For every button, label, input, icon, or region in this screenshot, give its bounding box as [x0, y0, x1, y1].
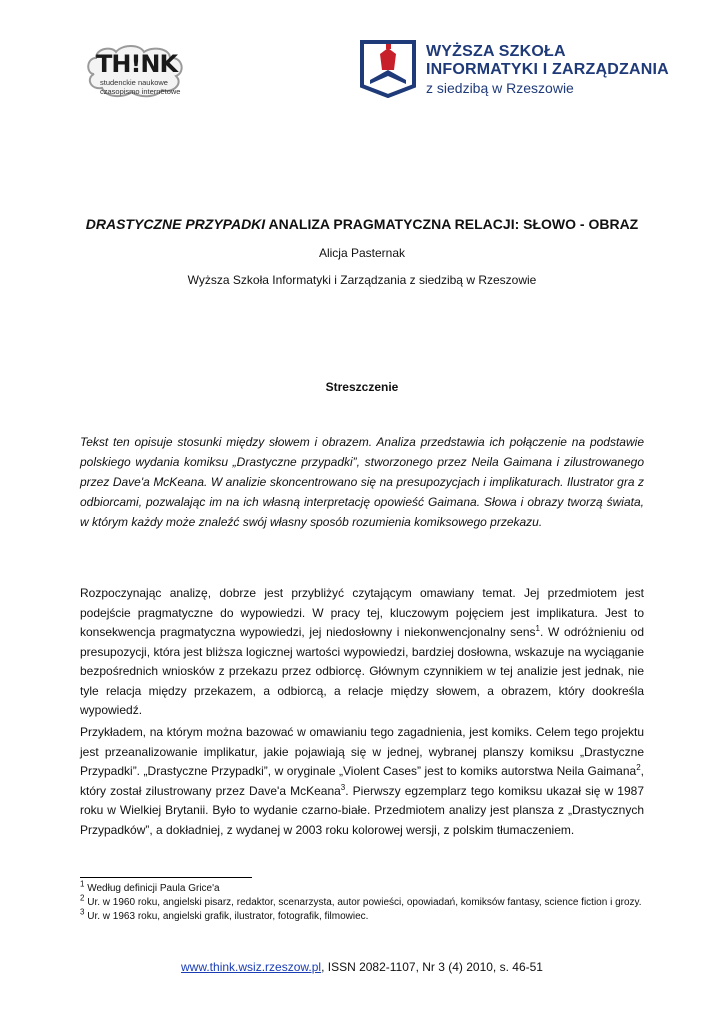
paper-title-rest: ANALIZA PRAGMATYCZNA RELACJI: SŁOWO - OBRAZ — [265, 216, 639, 232]
footnote-3-num: 3 — [80, 907, 85, 917]
think-logo-name: TH!NK — [96, 50, 178, 78]
wsiz-logo-line3: z siedzibą w Rzeszowie — [426, 80, 574, 96]
footer-citation: , ISSN 2082-1107, Nr 3 (4) 2010, s. 46-51 — [321, 960, 543, 974]
p2-text-b: , który został zilustrowany przez Dave'a McKeana — [80, 764, 644, 798]
p1-text-b: . W odróżnieniu od presupozycji, która jest bliższa logicznej wartości wypowiedzi, bardziej dosłowna, wskazuje na wyciąganie bezpośrednich wniosków z przekazu przez odbiorcę. Głównym czynnikiem w tej analizie jest jednak, nie tyle relacja między przekazem, a odbiorcą, a relacje między słowem, a obrazem, który dookreśla wypowiedź. — [80, 625, 644, 717]
think-logo-line1: studenckie naukowe — [100, 78, 168, 87]
wsiz-logo — [358, 40, 669, 98]
p2-text-c: . Pierwszy egzemplarz tego komiksu ukazał się w 1987 roku w Wielkiej Brytanii. Było to wydanie czarno-białe. Przedmiotem analizy jest plansza z „Drastycznych Przypadków”, a dokładniej, z wydanej w 2003 roku kolorowej wersji, z polskim tłumaczeniem. — [80, 783, 645, 837]
abstract-text: Tekst ten opisuje stosunki między słowem i obrazem. Analiza przedstawia ich połączenie na podstawie polskiego wydania komiksu „Drastyczne przypadki”, stworzonego przez Neila Gaimana i zilustrowanego przez Dave'a McKeana. W analizie skoncentrowano się na presupozycjach i implikaturach. Ilustrator gra z odbiorcami, pozwalając im na ich własną interpretację opowieść Gaimana. Słowa i obrazy tworzą świata, w którym każdy może znaleźć swój własny sposób rozumienia komiksowego przekazu. — [80, 435, 644, 529]
footnotes — [80, 879, 644, 924]
footnote-2 — [80, 893, 644, 910]
footnote-1-text: Według definicji Paula Grice'a — [84, 883, 220, 894]
footnote-divider — [80, 877, 252, 878]
body-paragraph-1 — [80, 584, 644, 721]
abstract-heading: Streszczenie — [325, 380, 399, 394]
footnote-3-text: Ur. w 1963 roku, angielski grafik, ilustrator, fotografik, filmowiec. — [84, 911, 369, 922]
footnote-1-num: 1 — [80, 879, 85, 889]
paper-title-italic: DRASTYCZNE PRZYPADKI — [85, 216, 266, 232]
wsiz-logo-line1: WYŻSZA SZKOŁA — [426, 43, 566, 60]
author: Alicja Pasternak — [318, 246, 406, 260]
footnote-2-num: 2 — [80, 893, 85, 903]
wsiz-logo-line2: INFORMATYKI I ZARZĄDZANIA — [426, 61, 669, 78]
journal-link[interactable]: www.think.wsiz.rzeszow.pl — [181, 960, 322, 974]
paper-title — [0, 216, 724, 232]
wsiz-emblem-icon — [358, 40, 418, 98]
footnote-ref-3: 3 — [340, 782, 346, 792]
p1-text-a: Rozpoczynając analizę, dobrze jest przybliżyć czytającym omawiany temat. Jej przedmiotem jest podejście pragmatyczne do wypowiedzi. W pracy tej, kluczowym pojęciem jest implikatura. Jest to konsekwencja pragmatyczna wypowiedzi, jej niedosłowny i niekonwencjonalny sens — [80, 586, 644, 639]
page-footer — [0, 960, 724, 974]
think-logo-line2: czasopismo internetowe — [100, 87, 181, 96]
footnote-3 — [80, 907, 644, 924]
affiliation: Wyższa Szkoła Informatyki i Zarządzania z siedzibą w Rzeszowie — [187, 273, 537, 287]
footnote-1 — [80, 879, 644, 896]
footnote-ref-2: 2 — [636, 763, 641, 772]
footnote-ref-1: 1 — [535, 624, 540, 633]
p2-text-a: Przykładem, na którym można bazować w omawianiu tego zagadnienia, jest komiks. Celem tego projektu jest przeanalizowanie implikatur, jakie pojawiają się w jednej, wybranej planszy komiksu „Drastyczne Przypadki”. „Drastyczne Przypadki”, w oryginale „Violent Cases” jest to komiks autorstwa Neila Gaimana — [80, 725, 644, 778]
body-paragraph-2 — [80, 723, 644, 840]
footnote-2-text: Ur. w 1960 roku, angielski pisarz, redaktor, scenarzysta, autor powieści, opowiadań, komiksów fantasy, science fiction i grozy. — [84, 897, 642, 908]
think-logo — [84, 44, 194, 100]
